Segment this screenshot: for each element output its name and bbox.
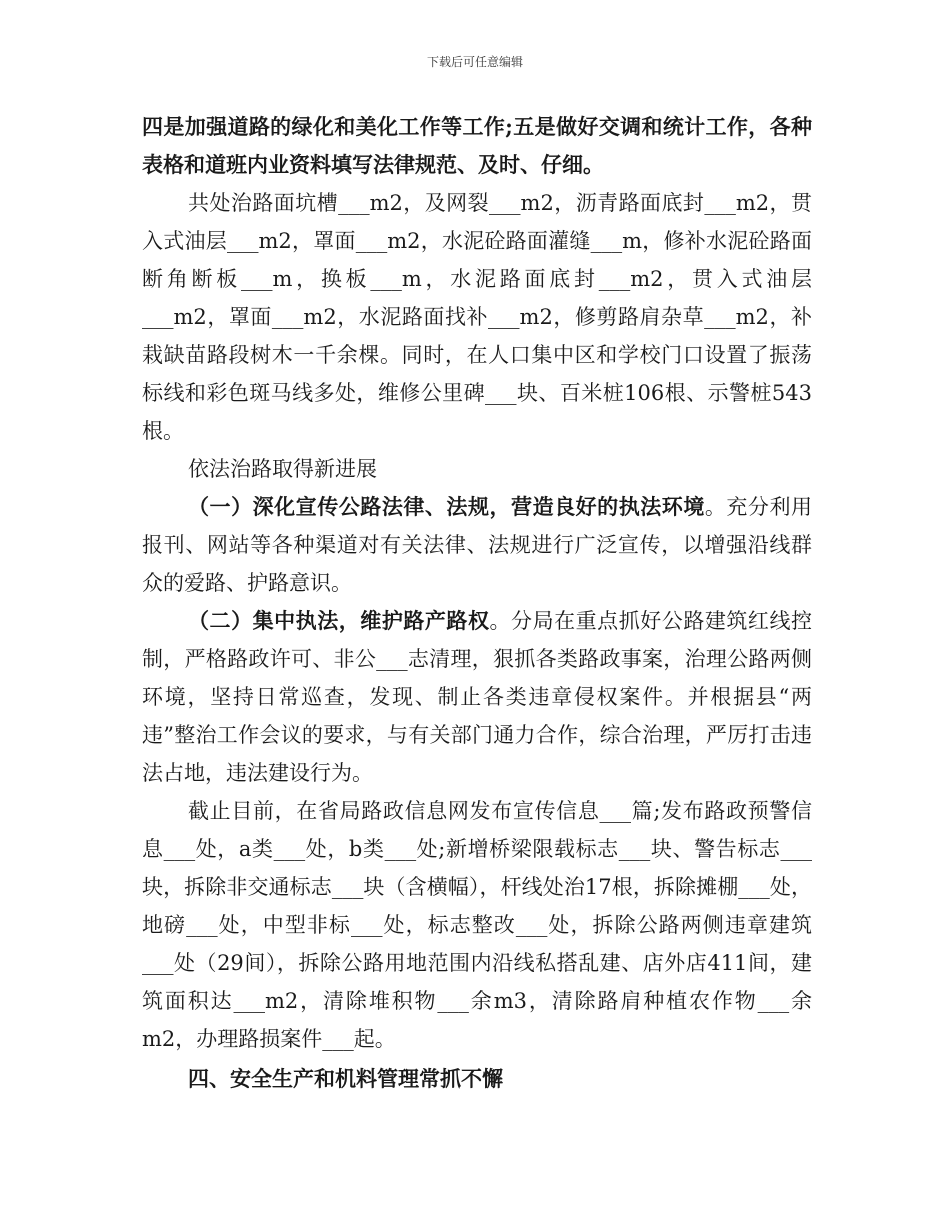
paragraph-enforcement-statistics: 截止目前，在省局路政信息网发布宣传信息___篇;发布路政预警信息___处，a类___处，b类___处;新增桥梁限载标志___块、警告标志___块，拆除非交通标志___块（含横幅），杆线处治17根，拆除摊棚___处，地磅___处，中型非标___处，标志整改___处，拆除公路两侧违章建筑___处（29间），拆除公路用地范围内沿线私搭乱建、店外店411间，建筑面积达___m2，清除堆积物___余m3，清除路肩种植农作物___余m2，办理路损案件___起。 bbox=[142, 799, 812, 1051]
document-body bbox=[142, 108, 812, 1098]
subheading-publicity: （一）深化宣传公路法律、法规，营造良好的执法环境 bbox=[188, 494, 705, 519]
section-heading-safety: 四、安全生产和机料管理常抓不懈 bbox=[188, 1066, 503, 1091]
enforcement-text: 。分局在重点抓好公路建筑红线控制，严格路政许可、非公___志清理，狠抓各类路政事案，治理公路两侧环境，坚持日常巡查，发现、制止各类违章侵权案件。并根据县“两违”整治工作会议的要求，与有关部门通力合作，综合治理，严厉打击违法占地，违法建设行为。 bbox=[142, 609, 812, 785]
paragraph-publicity bbox=[142, 488, 812, 602]
paragraph-rule-of-law-heading: 依法治路取得新进展 bbox=[188, 457, 377, 481]
paragraph-greening-statistics: 四是加强道路的绿化和美化工作等工作;五是做好交调和统计工作，各种表格和道班内业资料填写法律规范、及时、仔细。 bbox=[142, 114, 812, 177]
publicity-text: 。充分利用报刊、网站等各种渠道对有关法律、法规进行广泛宣传，以增强沿线群众的爱路、护路意识。 bbox=[142, 495, 813, 595]
paragraph-road-repair-quantities: 共处治路面坑槽___m2，及网裂___m2，沥青路面底封___m2，贯入式油层___m2，罩面___m2，水泥砼路面灌缝___m，修补水泥砼路面断角断板___m，换板___m，水泥路面底封___m2，贯入式油层___m2，罩面___m2，水泥路面找补___m2，修剪路肩杂草___m2，补栽缺苗路段树木一千余棵。同时，在人口集中区和学校门口设置了振荡标线和彩色斑马线多处，维修公里碑___块、百米桩106根、示警桩543根。 bbox=[142, 191, 812, 443]
subheading-enforcement: （二）集中执法，维护路产路权 bbox=[188, 608, 490, 633]
page-header-note: 下载后可任意编辑 bbox=[426, 55, 523, 69]
paragraph-enforcement bbox=[142, 602, 812, 792]
